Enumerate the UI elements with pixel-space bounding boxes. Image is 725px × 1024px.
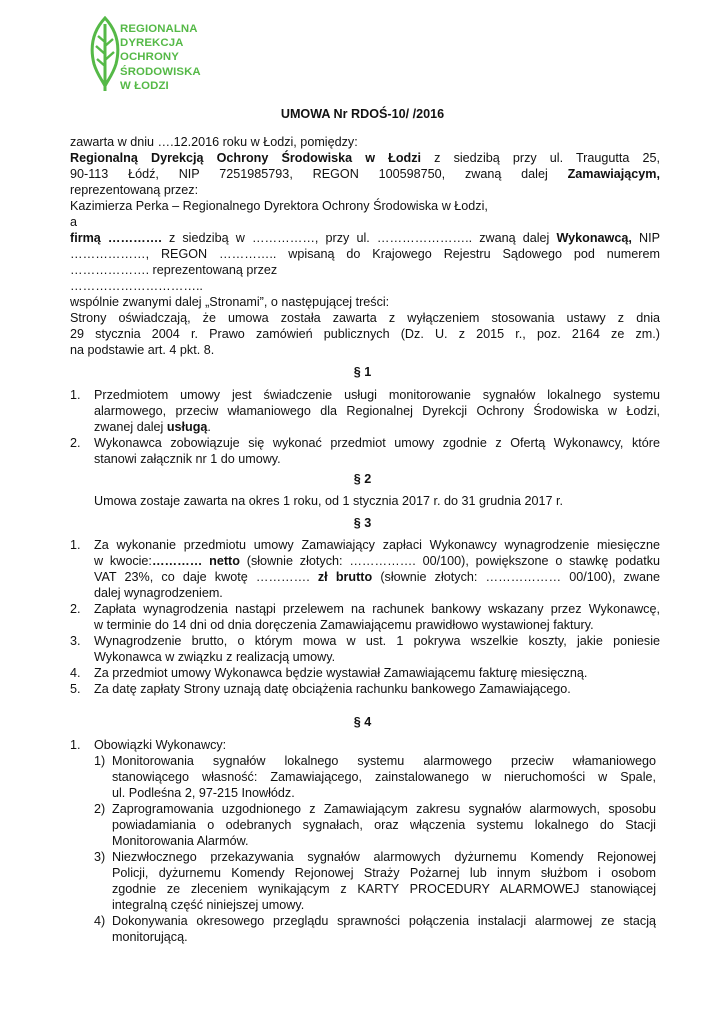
party-role: Zamawiającym, [567, 167, 660, 181]
logo-line: W ŁODZI [120, 79, 169, 92]
list-item-line: Wykonawca w związku z realizacją umowy. [94, 650, 336, 664]
list-item-line [94, 554, 660, 570]
rdos-logo [88, 14, 218, 98]
list-item-line: Wynagrodzenie brutto, o którym mowa w ust. 1 pokrywa wszelkie koszty, jakie poniesie [94, 634, 660, 648]
section-text: Umowa zostaje zawarta na okres 1 roku, od 1 stycznia 2017 r. do 31 grudnia 2017 r. [94, 494, 564, 508]
list-item-line: Za datę zapłaty Strony uznają datę obciążenia rachunku bankowego Zamawiającego. [94, 682, 571, 696]
list-text: . [207, 420, 211, 434]
intro-text: z siedzibą w ……………, przy ul. ………………….. zwaną dalej [161, 231, 557, 245]
list-item-line [94, 570, 660, 586]
intro-text: z siedzibą przy ul. Traugutta 25, [421, 151, 660, 165]
logo-line: REGIONALNA [120, 23, 198, 35]
intro-line: ………………. reprezentowaną przez [70, 263, 278, 277]
list-text: zwanej dalej [94, 420, 167, 434]
list-number: 5. [70, 682, 81, 696]
list-item-line: stanowi załącznik nr 1 do umowy. [94, 452, 281, 466]
defined-term: usługą [166, 420, 208, 434]
intro-line: Strony oświadczają, że umowa została zawarta z wyłączeniem stosowania ustawy z dnia [70, 311, 660, 325]
list-number: 4. [70, 666, 81, 680]
intro-line: wspólnie zwanymi dalej „Stronami”, o następującej treści: [70, 295, 390, 309]
list-item-line: Za wykonanie przedmiotu umowy Zamawiający zapłaci Wykonawcy wynagrodzenie miesięczne [94, 538, 660, 552]
sublist-line: Niezwłocznego przekazywania sygnałów alarmowych dyżurnemu Komendy Rejonowej [112, 850, 656, 864]
list-text: VAT 23%, co daje kwotę …………. [94, 570, 318, 584]
section-heading: § 1 [353, 365, 372, 379]
list-item-line: Zapłata wynagrodzenia nastąpi przelewem na rachunek bankowy wskazany przez Wykonawcę, [94, 602, 660, 616]
sublist-line: zgodnie ze zleceniem wynikającym z KARTY PROCEDURY ALARMOWEJ stanowiącej [112, 882, 656, 896]
list-number: 1. [70, 388, 81, 402]
sublist-line: monitorującą. [112, 930, 188, 944]
sublist-line: stanowiącego własność: Zamawiającego, zainstalowanego w nieruchomości w Spale, [112, 770, 656, 784]
intro-line: Kazimierza Perka – Regionalnego Dyrektora Ochrony Środowiska w Łodzi, [70, 199, 488, 213]
list-text: (słownie złotych: ……………… 00/100), zwane [372, 570, 660, 584]
logo-line: OCHRONY [120, 51, 179, 64]
list-number: 2. [70, 602, 81, 616]
list-item-line: Wykonawca zobowiązuje się wykonać przedmiot umowy zgodnie z Ofertą Wykonawcy, które [94, 436, 660, 450]
sublist-line: integralną część niniejszej umowy. [112, 898, 305, 912]
intro-line: ………………………….. [70, 279, 203, 293]
party-name: Regionalną Dyrekcją Ochrony Środowiska w Łodzi [70, 151, 422, 165]
section-heading: § 3 [353, 516, 372, 530]
list-text: w kwocie: [94, 554, 152, 568]
list-number: 1. [70, 738, 81, 752]
intro-text: 90-113 Łódź, NIP 7251985793, REGON 100598750, zwaną dalej [70, 167, 568, 181]
list-text: (słownie złotych: ……………. 00/100), powiększone o stawkę podatku [239, 554, 661, 568]
logo-line: ŚRODOWISKA [120, 65, 201, 78]
amount-net: ………… netto [151, 554, 240, 568]
list-item-line: Obowiązki Wykonawcy: [94, 738, 227, 752]
sublist-number: 4) [94, 914, 106, 928]
document-title: UMOWA Nr RDOŚ-10/ /2016 [280, 107, 445, 121]
leaf-icon [88, 16, 122, 92]
intro-line: zawarta w dniu ….12.2016 roku w Łodzi, pomiędzy: [70, 135, 358, 149]
amount-gross: zł brutto [317, 570, 373, 584]
sublist-line: powiadamiania o odebranych sygnałach, oraz włączenia systemu lokalnego do Stacji [112, 818, 656, 832]
contractor-firm: firmą …………. [70, 231, 162, 245]
section-heading: § 2 [353, 472, 372, 486]
sublist-line: Monitorowania Alarmów. [112, 834, 249, 848]
list-item-line: w terminie do 14 dni od dnia doręczenia Zamawiającemu prawidłowo wystawionej faktury. [94, 618, 594, 632]
intro-line: na podstawie art. 4 pkt. 8. [70, 343, 215, 357]
intro-line: 29 stycznia 2004 r. Prawo zamówień publicznych (Dz. U. z 2015 r., poz. 2164 ze zm.) [70, 327, 660, 341]
intro-line: a [70, 215, 78, 229]
list-number: 2. [70, 436, 81, 450]
intro-line: ………………, REGON ………….. wpisaną do Krajowego Rejestru Sądowego pod numerem [70, 247, 660, 261]
logo-line: DYREKCJA [120, 37, 184, 50]
intro-line [70, 231, 660, 247]
intro-text: NIP [631, 231, 660, 245]
sublist-line: Zaprogramowania uzgodnionego z Zamawiającym zakresu sygnałów alarmowych, sposobu [112, 802, 656, 816]
party-role: Wykonawcą, [556, 231, 632, 245]
list-item-line: alarmowego, przeciw włamaniowego dla Regionalnej Dyrekcji Ochrony Środowiska w Łodzi, [94, 404, 660, 418]
list-item-line: Za przedmiot umowy Wykonawca będzie wystawiał Zamawiającemu fakturę miesięczną. [94, 666, 588, 680]
list-item-line: Przedmiotem umowy jest świadczenie usługi monitorowanie sygnałów lokalnego systemu [94, 388, 660, 402]
sublist-line: Dokonywania okresowego przeglądu sprawności połączenia instalacji alarmowej ze stacją [112, 914, 656, 928]
intro-line [70, 151, 660, 167]
list-item-line [94, 420, 660, 436]
section-heading: § 4 [353, 715, 372, 729]
sublist-number: 3) [94, 850, 106, 864]
sublist-line: Policji, dyżurnemu Komendy Rejonowej Straży Pożarnej lub innym służbom i osobom [112, 866, 656, 880]
list-number: 3. [70, 634, 81, 648]
intro-line [70, 167, 660, 183]
sublist-line: Monitorowania sygnałów lokalnego systemu alarmowego przeciw włamaniowego [112, 754, 656, 768]
sublist-number: 1) [94, 754, 106, 768]
logo-text [120, 22, 201, 93]
sublist-line: ul. Podleśna 2, 97-215 Inowłódz. [112, 786, 295, 800]
list-number: 1. [70, 538, 81, 552]
list-item-line: dalej wynagrodzeniem. [94, 586, 223, 600]
sublist-number: 2) [94, 802, 106, 816]
intro-line: reprezentowaną przez: [70, 183, 199, 197]
